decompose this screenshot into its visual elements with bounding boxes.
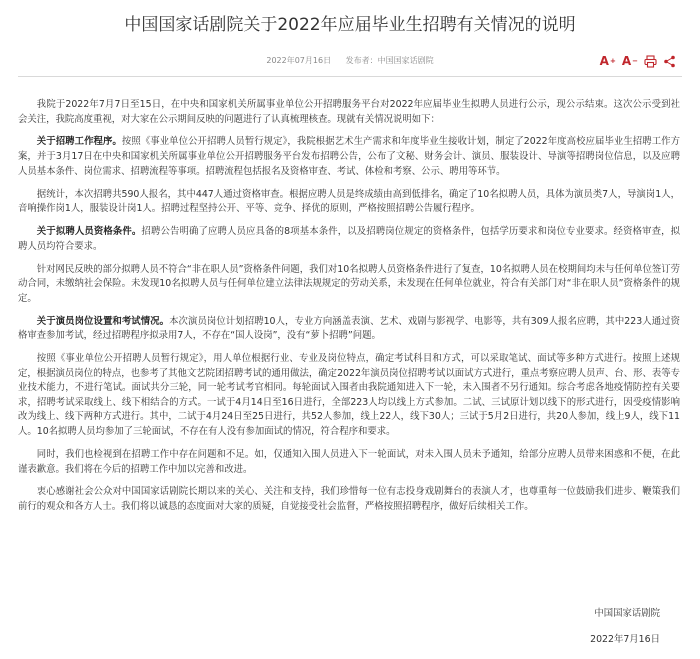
- signature-org: 中国国家话剧院: [594, 608, 660, 619]
- paragraph: 据统计，本次招聘共590人报名，其中447人通过资格审查。根据应聘人员是终成绩由高到低排名，确定了10名拟聘人员，具体为演员类7人，导演岗1人，音响操作岗1人，服装设计岗1人。招聘过程坚持公开、平等、竞争、择优的原则，严格按照招聘公告履行程序。: [18, 188, 680, 215]
- font-increase-icon[interactable]: A +: [599, 54, 616, 68]
- paragraph: 衷心感谢社会公众对中国国家话剧院长期以来的关心、关注和支持，我们珍惜每一位有志投身戏剧舞台的表演人才，也尊重每一位鼓励我们进步、鞭策我们前行的观众和各方人士。我们将以诚恳的态度面对大家的质疑，自觉接受社会监督，严格按照招聘程序，做好后续相关工作。: [18, 486, 680, 513]
- paragraph: 关于招聘工作程序。按照《事业单位公开招聘人员暂行规定》，我院根据艺术生产需求和年度毕业生接收计划，制定了2022年度高校应届毕业生招聘工作方案，并于3月17日在中央和国家机关所属事业单位公开招聘服务平台发布招聘公告，公布了文秘、财务会计、演员、服装设计、导演等招聘岗位信息，以及应聘人员基本条件、岗位需求、招聘流程等事项。招聘流程包括报名及资格审查、考试、体检和考察、公示、聘用等环节。: [18, 136, 680, 177]
- paragraph: 我院于2022年7月7日至15日，在中央和国家机关所属事业单位公开招聘服务平台对2022年应届毕业生拟聘人员进行公示，现公示结束。这次公示受到社会关注，我院高度重视，对大家在公示期间反映的问题进行了认真梳理核查。现就有关情况说明如下：: [18, 99, 680, 125]
- signature-date: 2022年7月16日: [590, 634, 660, 645]
- paragraph: 针对网民反映的部分拟聘人员不符合“非在职人员”资格条件问题，我们对10名拟聘人员资格条件进行了复查，10名拟聘人员在校期间均未与任何单位签订劳动合同，未缴纳社会保险。未发现10名拟聘人员与任何单位建立法律法规规定的劳动关系，未发现在任何单位就业，符合有关部门对“非在职人员”资格条件的规定。: [18, 263, 680, 304]
- font-decrease-icon[interactable]: A −: [621, 54, 638, 68]
- article-body: [18, 98, 680, 523]
- print-icon[interactable]: [644, 55, 657, 68]
- paragraph: 按照《事业单位公开招聘人员暂行规定》，用人单位根据行业、专业及岗位特点，确定考试科目和方式，可以采取笔试、面试等多种方式进行。按照上述规定，根据演员岗位的特点，也参考了其他文艺院团招聘考试的通用做法，确定2022年演员岗位招聘考试以面试方式进行，重点考察应聘人员声、台、形、表等专业技术能力，不进行笔试。面试共分三轮，同一轮考试考官相同。每轮面试入围者由我院通知进入下一轮，未入围者不另行通知。综合考虑各地疫情防控有关要求，招聘考试采取线上、线下相结合的方式。一试于4月14日至16日进行，全部223人均以线上方式参加。二试、三试原计划以线下的形式进行，因受疫情影响改为线上、线下两种方式进行。其中，二试于4月24日至25日进行，共52人参加，线上22人，线下30人；三试于5月2日进行，共20人参加，线上9人，线下11人。10名拟聘人员均参加了三轮面试，不存在有人没有参加面试的情况，符合程序和要求。: [18, 353, 680, 438]
- paragraph: 同时，我们也检视到在招聘工作中存在问题和不足。如，仅通知入围人员进入下一轮面试，对未入围人员未予通知，给部分应聘人员带来困惑和不便，在此谨表歉意。我们将在今后的招聘工作中加以完善和改进。: [18, 448, 680, 475]
- publisher-name: 中国国家话剧院: [377, 56, 434, 65]
- article-title: 中国国家话剧院关于2022年应届毕业生招聘有关情况的说明: [124, 15, 576, 35]
- article-tools: [600, 52, 676, 70]
- paragraph: 关于演员岗位设置和考试情况。本次演员岗位计划招聘10人，专业方向涵盖表演、艺术、戏剧与影视学、电影等，共有309人报名应聘，其中223人通过资格审查参加考试，经过招聘程序拟录用7人，不存在“国人设岗”，没有“萝卜招聘”问题。: [18, 315, 680, 342]
- title-divider: [18, 76, 682, 77]
- publisher-label: 发布者：: [345, 56, 378, 65]
- share-icon[interactable]: [663, 55, 676, 68]
- publish-date: 2022年07月16日: [266, 56, 332, 65]
- publisher: [346, 56, 434, 65]
- article-meta: [0, 52, 700, 70]
- article-meta-row: [0, 52, 700, 70]
- paragraph: 关于拟聘人员资格条件。招聘公告明确了应聘人员应具备的8项基本条件，以及招聘岗位规定的资格条件，包括学历要求和岗位专业要求。经资格审查，拟聘人员均符合要求。: [18, 226, 680, 252]
